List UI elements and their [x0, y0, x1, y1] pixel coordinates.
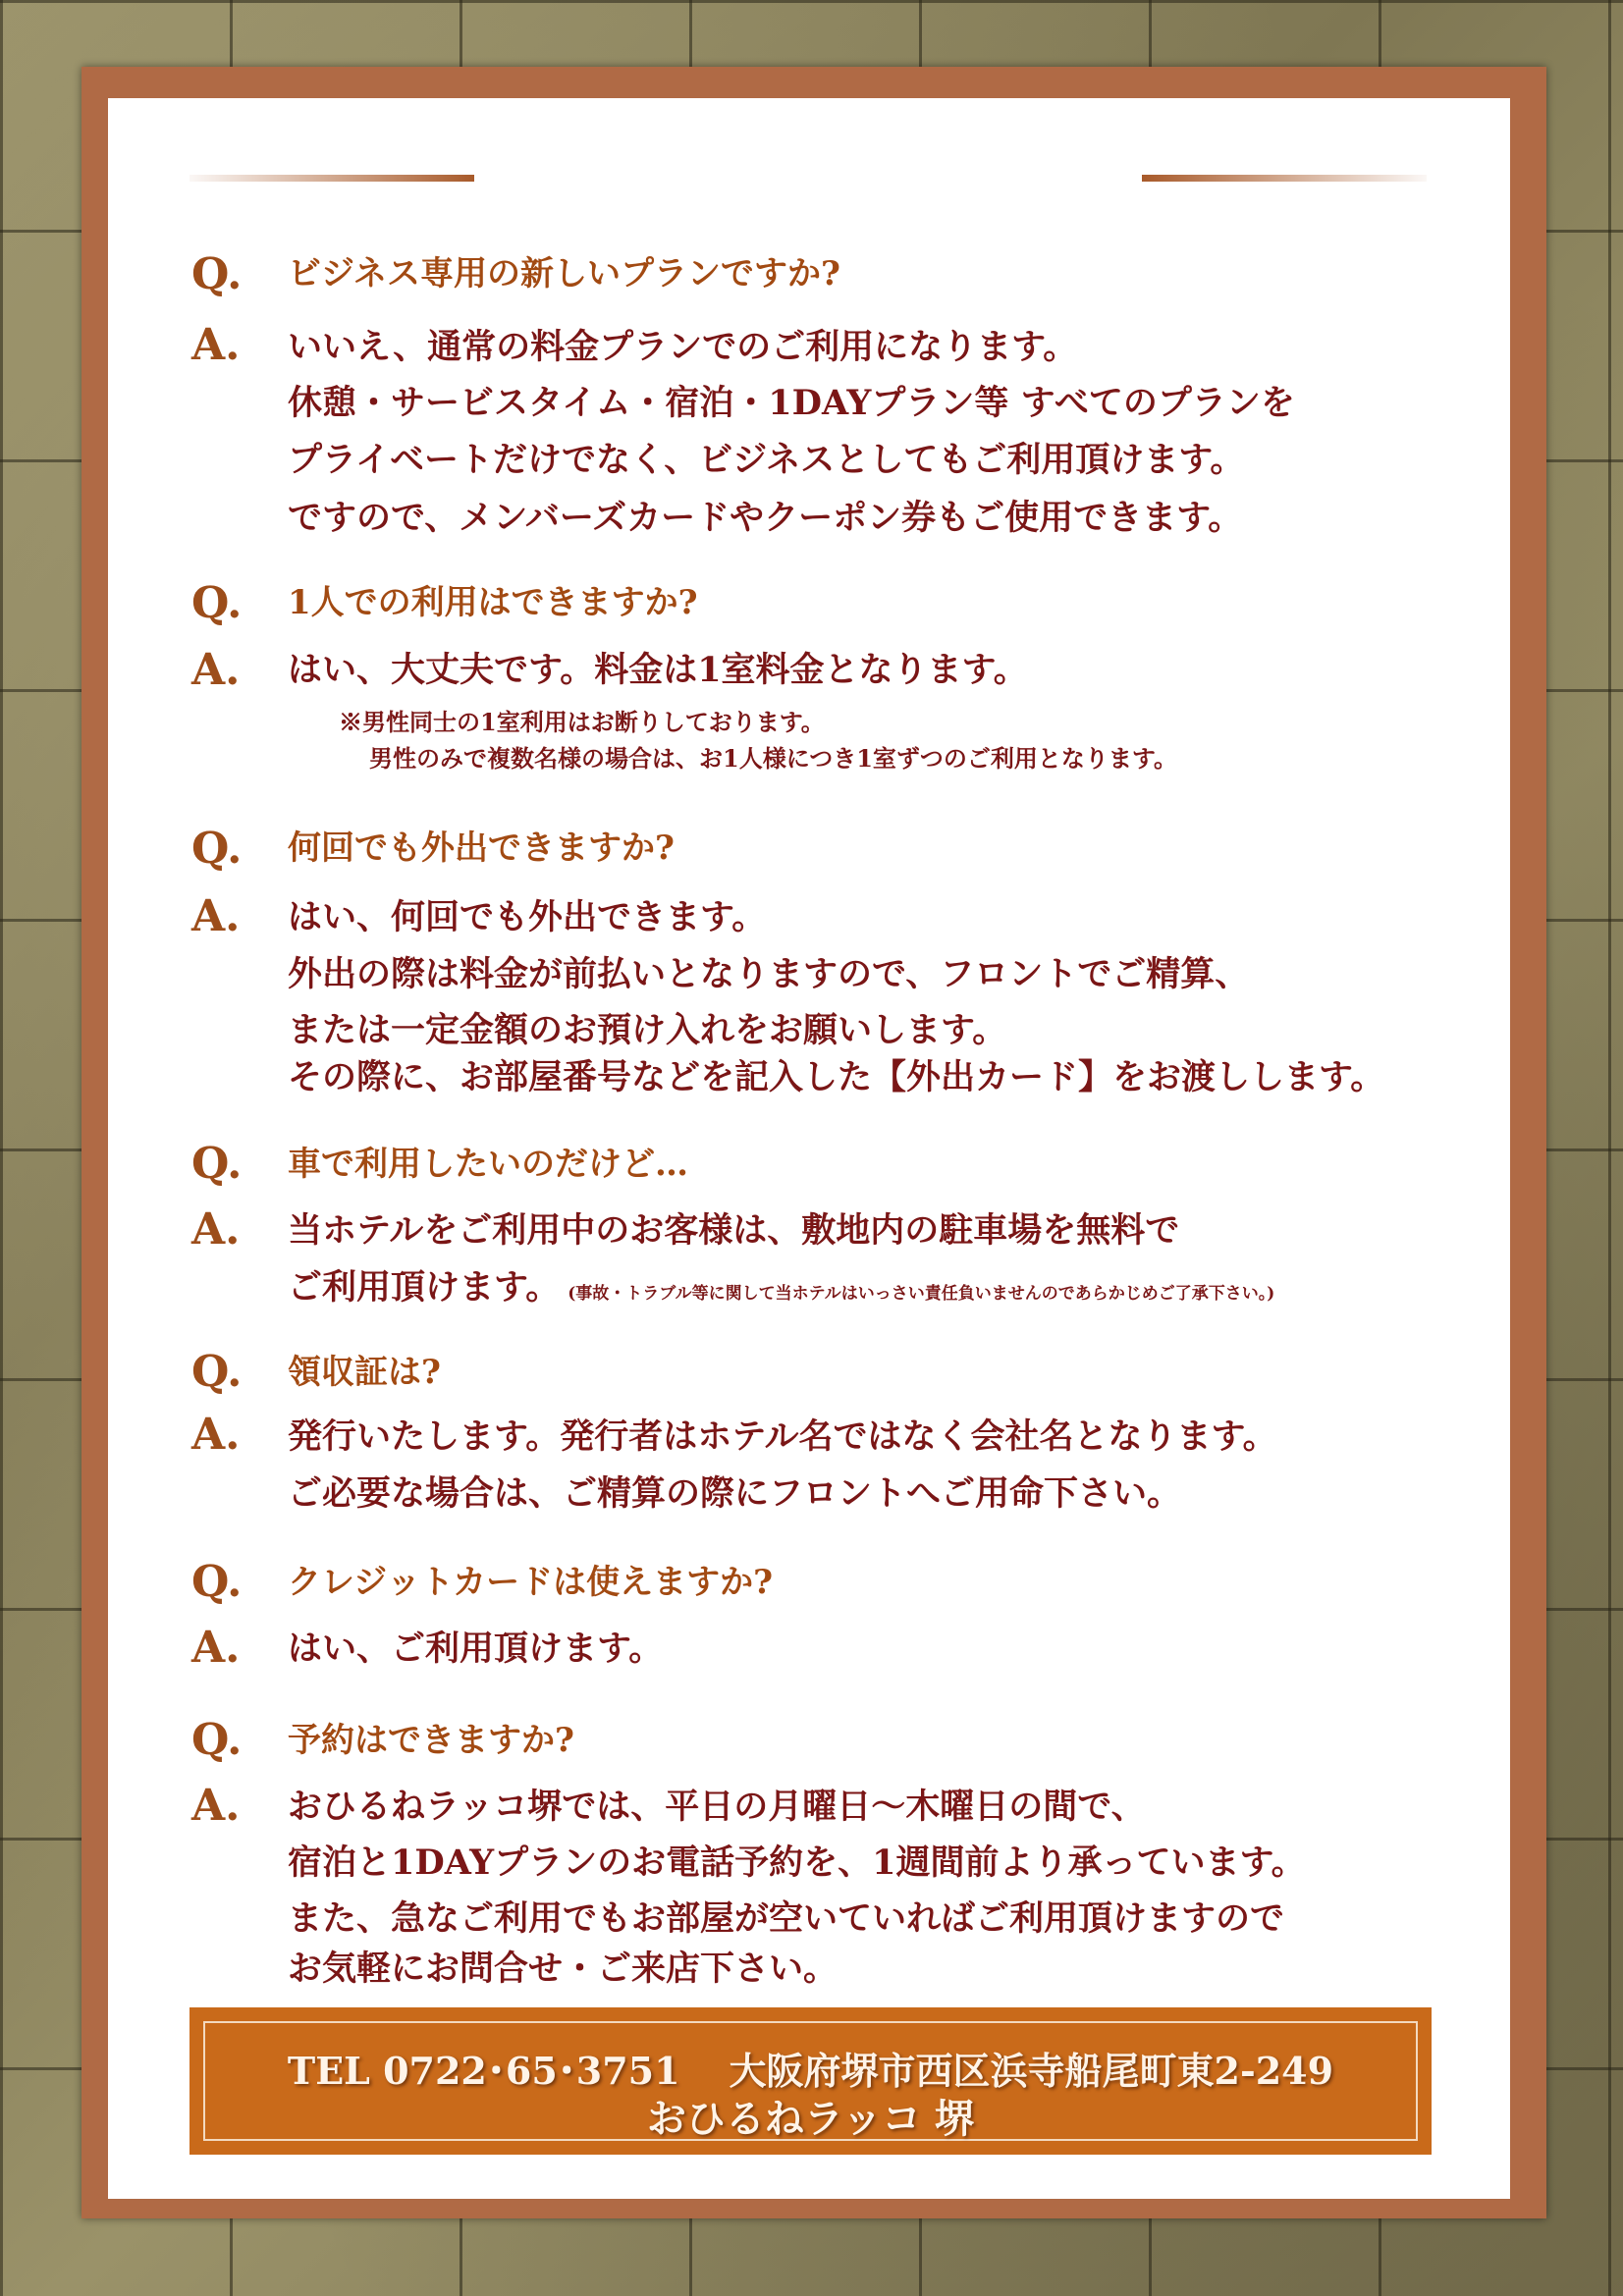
- decorative-rule-right: [1142, 175, 1427, 182]
- a-mark: A.: [191, 1623, 241, 1673]
- question-1: ビジネス専用の新しいプランですか?: [288, 254, 840, 294]
- q-mark: Q.: [191, 1715, 243, 1765]
- phone-number: TEL 0722･65･3751: [287, 2049, 680, 2093]
- decorative-rule-left: [189, 175, 474, 182]
- question-5: 領収証は?: [288, 1353, 441, 1392]
- answer-4-line-2: [288, 1267, 1275, 1308]
- q-mark: Q.: [191, 249, 243, 299]
- question-3: 何回でも外出できますか?: [288, 828, 675, 868]
- question-7: 予約はできますか?: [288, 1721, 574, 1760]
- address: 大阪府堺市西区浜寺船尾町東2-249: [729, 2049, 1334, 2093]
- question-2: 1人での利用はできますか?: [288, 583, 698, 622]
- a-mark: A.: [191, 1204, 241, 1255]
- a-mark: A.: [191, 645, 241, 695]
- answer-2-line-1: はい、大丈夫です。料金は1室料金となります。: [288, 650, 1028, 690]
- answer-3-line-2: 外出の際は料金が前払いとなりますので、フロントでご精算、: [288, 954, 1250, 994]
- answer-1-line-4: ですので、メンバーズカードやクーポン券もご使用できます。: [288, 498, 1243, 538]
- a-mark: A.: [191, 320, 241, 370]
- q-mark: Q.: [191, 824, 243, 874]
- answer-6-line-1: はい、ご利用頂けます。: [288, 1629, 664, 1669]
- answer-7-line-1: おひるねラッコ堺では、平日の月曜日〜木曜日の間で、: [288, 1787, 1146, 1827]
- answer-7-line-3: また、急なご利用でもお部屋が空いていればご利用頂けますので: [288, 1898, 1285, 1939]
- answer-4-line-2-text: ご利用頂けます。: [288, 1267, 561, 1308]
- answer-7-line-2: 宿泊と1DAYプランのお電話予約を、1週間前より承っています。: [288, 1842, 1306, 1883]
- answer-2-note-2: 男性のみで複数名様の場合は、お1人様につき1室ずつのご利用となります。: [369, 744, 1177, 773]
- answer-5-line-1: 発行いたします。発行者はホテル名ではなく会社名となります。: [288, 1416, 1277, 1457]
- a-mark: A.: [191, 1410, 241, 1460]
- q-mark: Q.: [191, 1139, 243, 1189]
- contact-line: [205, 2041, 1416, 2095]
- hotel-name: おひるねラッコ 堺: [646, 2096, 975, 2142]
- answer-1-line-2: 休憩・サービスタイム・宿泊・1DAYプラン等 すべてのプランを: [288, 383, 1295, 423]
- q-mark: Q.: [191, 1557, 243, 1607]
- answer-2-note-1: ※男性同士の1室利用はお断りしております。: [339, 708, 825, 736]
- contact-box-border: [203, 2021, 1418, 2141]
- a-mark: A.: [191, 891, 241, 941]
- q-mark: Q.: [191, 1347, 243, 1397]
- answer-7-line-4: お気軽にお問合せ・ご来店下さい。: [288, 1949, 839, 1989]
- answer-1-line-3: プライベートだけでなく、ビジネスとしてもご利用頂けます。: [288, 440, 1245, 480]
- answer-4-inline-note: (事故・トラブル等に関して当ホテルはいっさい責任負いませんのであらかじめご了承下さい。): [568, 1284, 1275, 1304]
- contact-box: [189, 2007, 1432, 2155]
- answer-3-line-1: はい、何回でも外出できます。: [288, 897, 767, 937]
- answer-4-line-1: 当ホテルをご利用中のお客様は、敷地内の駐車場を無料で: [288, 1210, 1180, 1251]
- question-4: 車で利用したいのだけど…: [288, 1145, 688, 1184]
- a-mark: A.: [191, 1781, 241, 1831]
- answer-5-line-2: ご必要な場合は、ご精算の際にフロントへご用命下さい。: [288, 1473, 1182, 1514]
- answer-1-line-1: いいえ、通常の料金プランでのご利用になります。: [288, 327, 1078, 367]
- q-mark: Q.: [191, 578, 243, 628]
- question-6: クレジットカードは使えますか?: [288, 1563, 774, 1602]
- answer-3-line-3: または一定金額のお預け入れをお願いします。: [288, 1010, 1007, 1050]
- answer-3-line-4: その際に、お部屋番号などを記入した【外出カード】をお渡しします。: [288, 1057, 1385, 1097]
